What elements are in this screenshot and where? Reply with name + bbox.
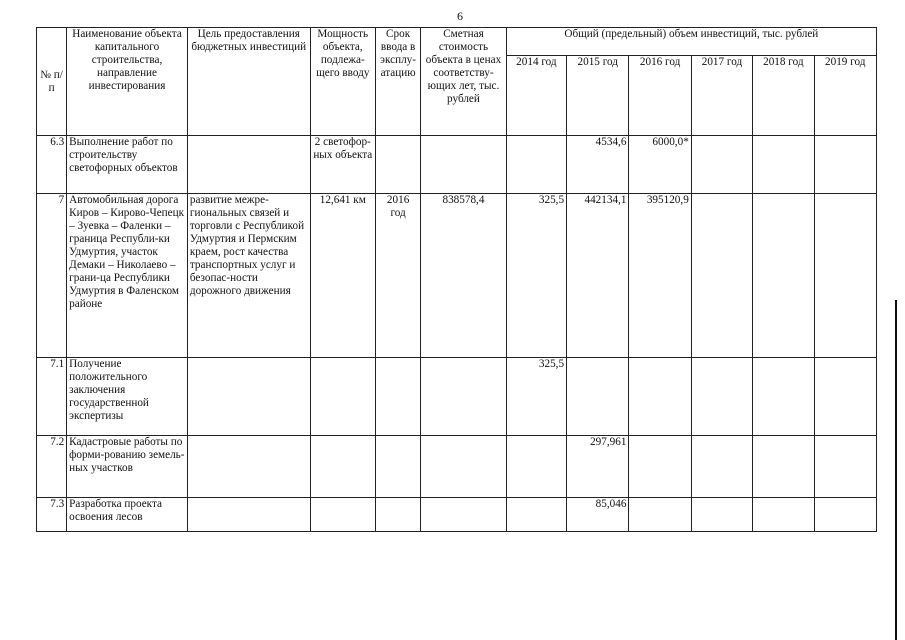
- row-y2018: [753, 358, 814, 436]
- table-row: [37, 436, 877, 498]
- row-term: 2016 год: [375, 194, 420, 358]
- row-goal: [187, 436, 310, 498]
- row-y2015: 85,046: [567, 498, 629, 532]
- table-body: [37, 136, 877, 532]
- row-y2014: [506, 136, 566, 194]
- row-y2014: [506, 436, 566, 498]
- row-y2019: [814, 194, 877, 358]
- table-row: [37, 498, 877, 532]
- table-row: [37, 194, 877, 358]
- row-num: 6.3: [37, 136, 67, 194]
- header-total: Общий (предельный) объем инвестиций, тыс. рублей: [506, 28, 876, 56]
- row-y2016: 395120,9: [629, 194, 691, 358]
- row-y2014: 325,5: [506, 358, 566, 436]
- table-header: [37, 28, 877, 136]
- page-number: 6: [457, 9, 463, 23]
- row-cost: [421, 498, 507, 532]
- header-year-2016: 2016 год: [629, 56, 691, 136]
- header-name: Наименование объекта капитального строительства, направление инвестирования: [67, 28, 188, 136]
- header-cost: Сметная стоимость объекта в ценах соответству-ющих лет, тыс. рублей: [421, 28, 507, 136]
- row-cost: 838578,4: [421, 194, 507, 358]
- row-y2019: [814, 498, 877, 532]
- row-y2019: [814, 358, 877, 436]
- row-power: [310, 498, 375, 532]
- row-term: [375, 358, 420, 436]
- row-power: 2 светофор-ных объекта: [310, 136, 375, 194]
- row-num: 7: [37, 194, 67, 358]
- row-num: 7.3: [37, 498, 67, 532]
- row-name: Получение положительного заключения государственной экспертизы: [67, 358, 188, 436]
- row-y2017: [691, 436, 752, 498]
- row-y2018: [753, 436, 814, 498]
- row-power: [310, 436, 375, 498]
- row-y2015: [567, 358, 629, 436]
- row-name: Кадастровые работы по форми-рованию земель-ных участков: [67, 436, 188, 498]
- row-y2016: [629, 436, 691, 498]
- scan-edge-line: [895, 300, 897, 640]
- row-y2014: 325,5: [506, 194, 566, 358]
- table-row: [37, 358, 877, 436]
- row-y2015: 4534,6: [567, 136, 629, 194]
- row-y2019: [814, 136, 877, 194]
- header-year-2017: 2017 год: [691, 56, 752, 136]
- header-year-2018: 2018 год: [753, 56, 814, 136]
- row-y2016: 6000,0*: [629, 136, 691, 194]
- row-y2015: 297,961: [567, 436, 629, 498]
- header-term: Срок ввода в эксплу-атацию: [375, 28, 420, 136]
- row-name: Автомобильная дорога Киров – Кирово-Чепецк – Зуевка – Фаленки – граница Республи-ки Удмуртия, участок Демаки – Николаево – грани-ца Республики Удмуртия в Фаленском районе: [67, 194, 188, 358]
- row-cost: [421, 358, 507, 436]
- row-goal: развитие межре-гиональных связей и торговли с Республикой Удмуртия и Пермским краем, рост качества транспортных услуг и безопас-ности дорожного движения: [187, 194, 310, 358]
- header-year-2014: 2014 год: [506, 56, 566, 136]
- row-y2015: 442134,1: [567, 194, 629, 358]
- row-name: Разработка проекта освоения лесов: [67, 498, 188, 532]
- row-y2017: [691, 498, 752, 532]
- header-power: Мощность объекта, подлежа-щего вводу: [310, 28, 375, 136]
- row-num: 7.1: [37, 358, 67, 436]
- row-cost: [421, 136, 507, 194]
- row-term: [375, 136, 420, 194]
- investment-table: [36, 27, 877, 532]
- row-y2017: [691, 194, 752, 358]
- row-y2018: [753, 136, 814, 194]
- row-cost: [421, 436, 507, 498]
- row-y2014: [506, 498, 566, 532]
- row-power: 12,641 км: [310, 194, 375, 358]
- header-num: № п/п: [37, 28, 67, 136]
- row-y2018: [753, 194, 814, 358]
- row-term: [375, 436, 420, 498]
- row-goal: [187, 136, 310, 194]
- row-y2017: [691, 136, 752, 194]
- row-y2016: [629, 358, 691, 436]
- header-goal: Цель предоставления бюджетных инвестиций: [187, 28, 310, 136]
- row-num: 7.2: [37, 436, 67, 498]
- row-y2017: [691, 358, 752, 436]
- row-term: [375, 498, 420, 532]
- header-year-2015: 2015 год: [567, 56, 629, 136]
- table-row: [37, 136, 877, 194]
- row-y2018: [753, 498, 814, 532]
- row-goal: [187, 358, 310, 436]
- row-power: [310, 358, 375, 436]
- header-year-2019: 2019 год: [814, 56, 877, 136]
- row-y2016: [629, 498, 691, 532]
- row-goal: [187, 498, 310, 532]
- row-name: Выполнение работ по строительству светофорных объектов: [67, 136, 188, 194]
- row-y2019: [814, 436, 877, 498]
